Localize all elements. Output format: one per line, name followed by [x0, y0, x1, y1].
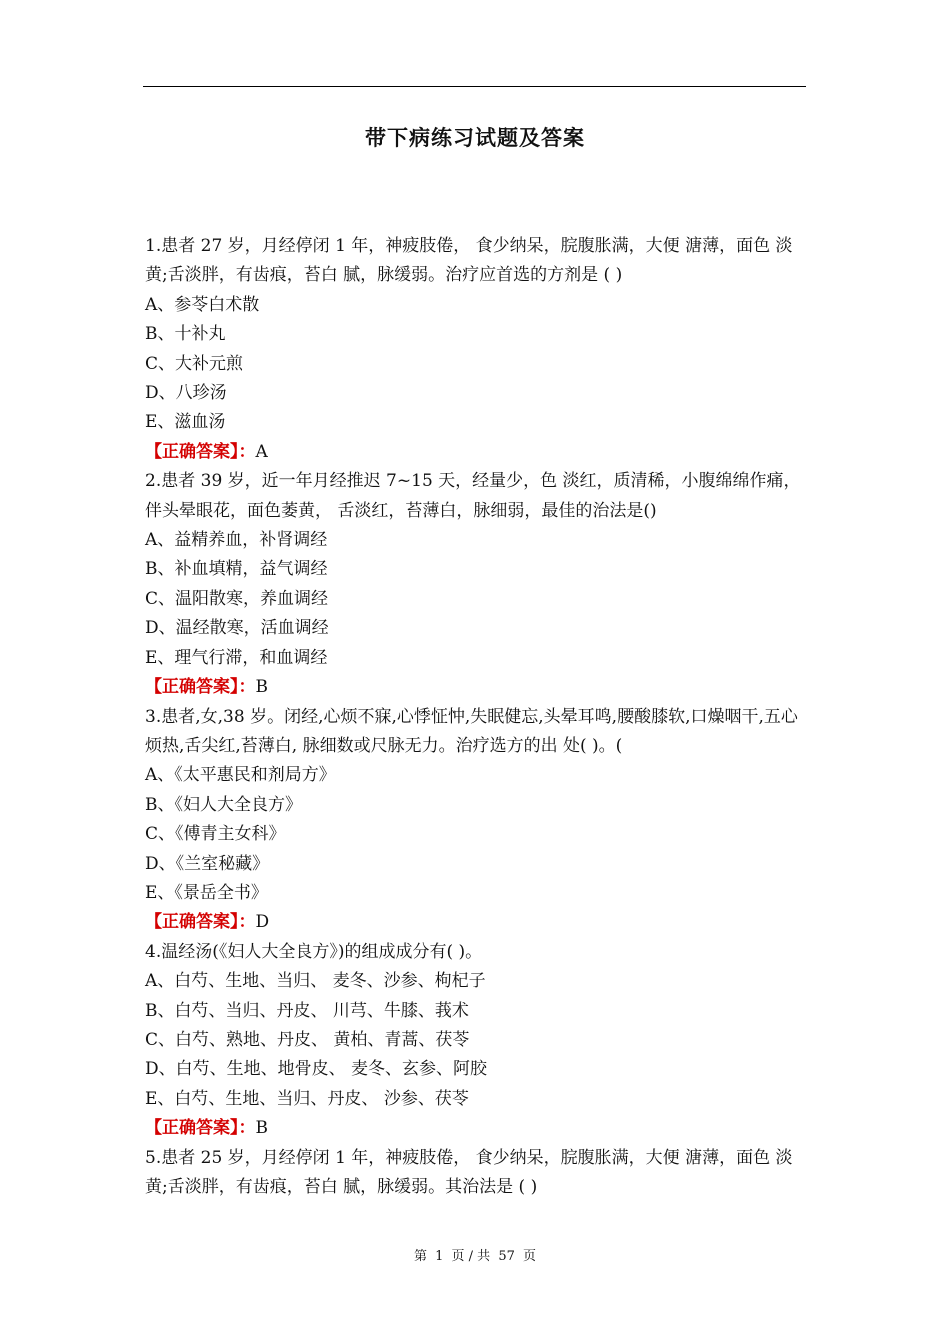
option-d: D、八珍汤 — [145, 383, 227, 404]
option-d: D、白芍、生地、地骨皮、 麦冬、玄参、阿胶 — [145, 1059, 488, 1080]
option-c: C、温阳散寒，养血调经 — [145, 588, 329, 609]
question-stem: 5.患者 25 岁，月经停闭 1 年，神疲肢倦， 食少纳呆，脘腹胀满，大便 溏薄，面色 淡黄;舌淡胖，有齿痕，苔白 腻，脉缓弱。其治法是 ( ) — [145, 1147, 793, 1197]
answer-line — [145, 1114, 805, 1143]
option-c: C、《傅青主女科》 — [145, 824, 286, 845]
question-stem: 4.温经汤(《妇人大全良方》)的组成成分有( )。 — [145, 941, 483, 962]
option-b: B、补血填精，益气调经 — [145, 559, 328, 580]
option-c: C、白芍、熟地、丹皮、 黄柏、青蒿、茯苓 — [145, 1029, 470, 1050]
footer-total-pages: 57 — [498, 1249, 515, 1264]
option-b: B、白芍、当归、丹皮、 川芎、牛膝、莪术 — [145, 1000, 469, 1021]
option-d: D、《兰室秘藏》 — [145, 853, 270, 874]
page-footer — [0, 1245, 950, 1264]
answer-label: 【正确答案】： — [145, 1118, 256, 1139]
answer-label: 【正确答案】： — [145, 441, 256, 462]
footer-page-number: 1 — [435, 1249, 444, 1264]
option-e: E、滋血汤 — [145, 412, 226, 433]
option-c: C、大补元煎 — [145, 353, 244, 374]
document-title: 带下病练习试题及答案 — [365, 125, 585, 150]
answer-value: B — [255, 677, 268, 698]
option-e: E、白芍、生地、当归、丹皮、 沙参、茯苓 — [145, 1088, 469, 1109]
option-a: A、参苓白术散 — [145, 294, 260, 315]
footer-suffix: 页 — [523, 1249, 537, 1264]
question-stem: 3.患者,女,38 岁。闭经,心烦不寐,心悸怔忡,失眠健忘,头晕耳鸣,腰酸膝软,口燥咽干,五心烦热,舌尖红,苔薄白, 脉细数或尺脉无力。治疗选方的出 处( )。( — [145, 706, 798, 756]
option-a: A、《太平惠民和剂局方》 — [145, 765, 336, 786]
footer-prefix: 第 — [413, 1249, 427, 1264]
answer-value: A — [255, 441, 268, 462]
answer-value: B — [255, 1118, 268, 1139]
answer-value: D — [255, 912, 270, 933]
header-rule — [143, 86, 806, 87]
question-stem: 1.患者 27 岁，月经停闭 1 年，神疲肢倦， 食少纳呆，脘腹胀满，大便 溏薄，面色 淡黄;舌淡胖，有齿痕，苔白 腻，脉缓弱。治疗应首选的方剂是 ( ) — [145, 236, 793, 286]
answer-label: 【正确答案】： — [145, 912, 256, 933]
option-b: B、《妇人大全良方》 — [145, 794, 302, 815]
option-a: A、白芍、生地、当归、 麦冬、沙参、枸杞子 — [145, 971, 486, 992]
option-d: D、温经散寒，活血调经 — [145, 618, 329, 639]
option-e: E、《景岳全书》 — [145, 882, 268, 903]
question-stem: 2.患者 39 岁，近一年月经推迟 7~15 天，经量少，色 淡红，质清稀，小腹绵绵作痛，伴头晕眼花，面色萎黄， 舌淡红，苔薄白，脉细弱，最佳的治法是() — [145, 471, 801, 521]
answer-line — [145, 908, 805, 937]
option-b: B、十补丸 — [145, 324, 226, 345]
option-e: E、理气行滞，和血调经 — [145, 647, 328, 668]
option-a: A、益精养血，补肾调经 — [145, 530, 328, 551]
answer-label: 【正确答案】： — [145, 677, 256, 698]
footer-mid: 页 / 共 — [451, 1249, 491, 1264]
question-list — [145, 232, 805, 1202]
answer-line — [145, 673, 805, 702]
answer-line — [145, 438, 805, 467]
